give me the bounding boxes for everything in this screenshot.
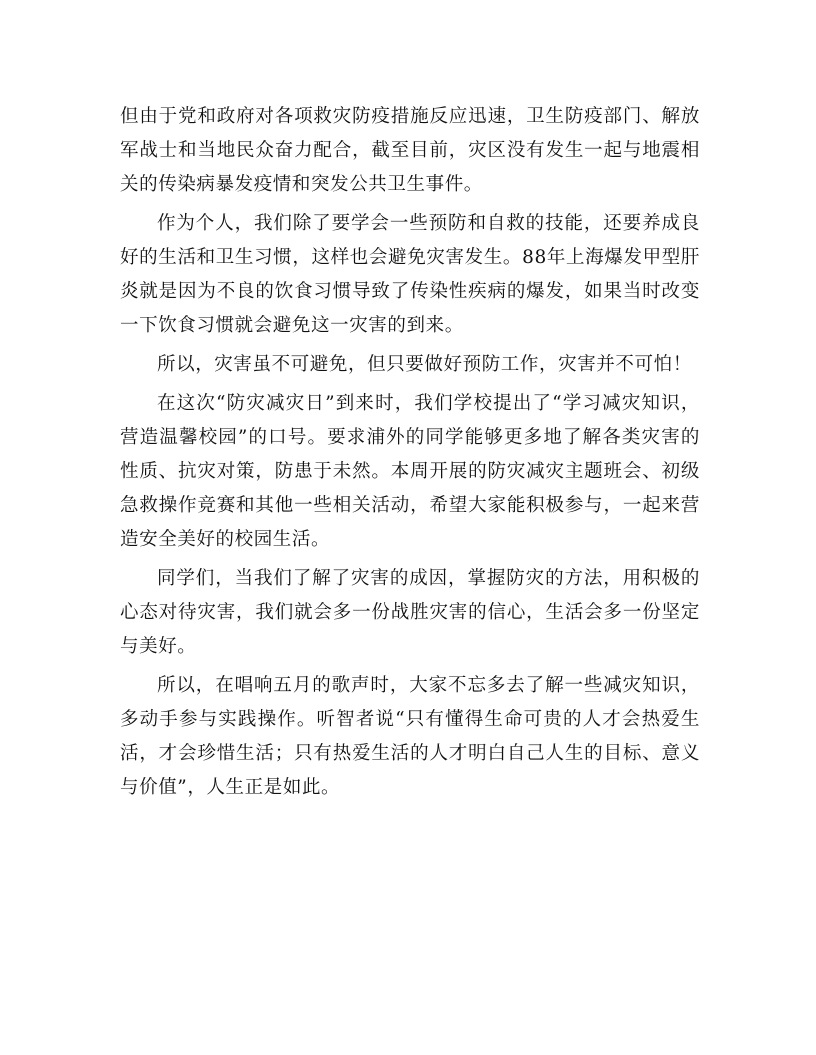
paragraph-4: 在这次“防灾减灾日”到来时，我们学校提出了“学习减灾知识，营造温馨校园”的口号。要求浦外的同学能够更多地了解各类灾害的性质、抗灾对策，防患于未然。本周开展的防灾减灾主题班会、初级急救操作竞赛和其他一些相关活动，希望大家能积极参与，一起来营造安全美好的校园生活。	[120, 393, 700, 550]
paragraph-5: 同学们，当我们了解了灾害的成因，掌握防灾的方法，用积极的心态对待灾害，我们就会多一份战胜灾害的信心，生活会多一份坚定与美好。	[120, 568, 700, 657]
paragraph-1: 但由于党和政府对各项救灾防疫措施反应迅速，卫生防疫部门、解放军战士和当地民众奋力配合，截至目前，灾区没有发生一起与地震相关的传染病暴发疫情和突发公共卫生事件。	[120, 106, 700, 195]
paragraph-6: 所以，在唱响五月的歌声时，大家不忘多去了解一些减灾知识，多动手参与实践操作。听智者说“只有懂得生命可贵的人才会热爱生活，才会珍惜生活；只有热爱生活的人才明白自己人生的目标、意义与价值”，人生正是如此。	[120, 675, 700, 798]
paragraph-3: 所以，灾害虽不可避免，但只要做好预防工作，灾害并不可怕！	[157, 354, 692, 375]
document-body	[120, 100, 700, 810]
paragraph-2: 作为个人，我们除了要学会一些预防和自救的技能，还要养成良好的生活和卫生习惯，这样也会避免灾害发生。88年上海爆发甲型肝炎就是因为不良的饮食习惯导致了传染性疾病的爆发，如果当时改变一下饮食习惯就会避免这一灾害的到来。	[120, 213, 700, 336]
